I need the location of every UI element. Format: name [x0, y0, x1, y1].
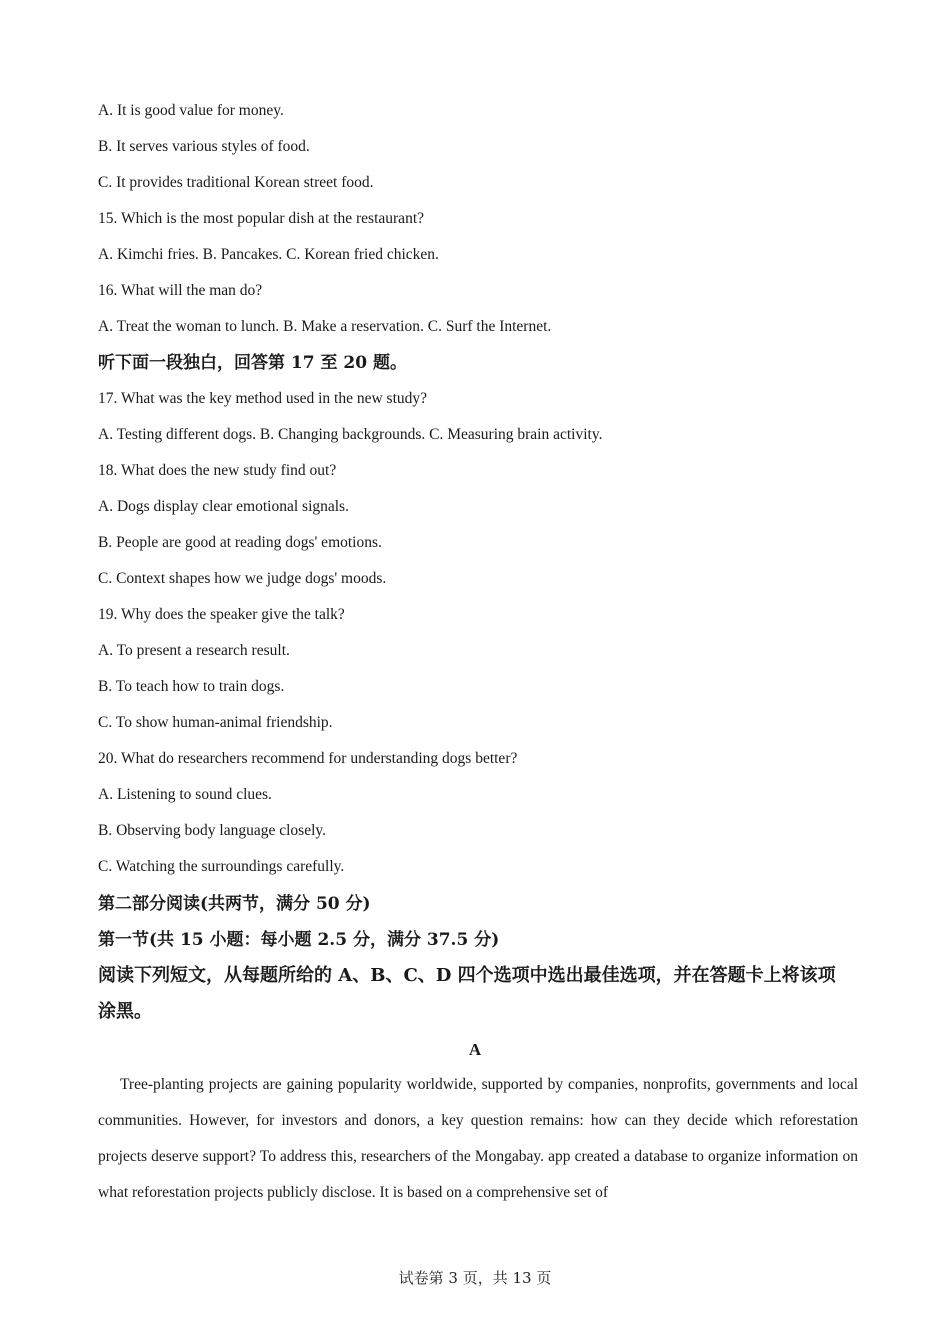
option-14c: C. It provides traditional Korean street food. [98, 174, 374, 191]
passage-a [98, 1067, 858, 1211]
question-19: 19. Why does the speaker give the talk? [98, 606, 345, 623]
option-19c: C. To show human-animal friendship. [98, 714, 333, 731]
passage-letter: A [468, 1040, 482, 1059]
page-footer: 试卷第 3 页，共 13 页 [398, 1269, 552, 1287]
option-14b: B. It serves various styles of food. [98, 138, 310, 155]
section-one-heading: 第一节(共 15 小题：每小题 2.5 分，满分 37.5 分) [98, 930, 500, 950]
option-18a: A. Dogs display clear emotional signals. [98, 498, 349, 515]
question-16: 16. What will the man do? [98, 282, 263, 299]
option-18c: C. Context shapes how we judge dogs' moods. [98, 570, 387, 587]
option-20c: C. Watching the surroundings carefully. [98, 858, 345, 875]
reading-instruction-line1: 阅读下列短文，从每题所给的 A、B、C、D 四个选项中选出最佳选项，并在答题卡上将该项 [98, 965, 836, 986]
question-18: 18. What does the new study find out? [98, 462, 337, 479]
options-16: A. Treat the woman to lunch. B. Make a reservation. C. Surf the Internet. [98, 318, 552, 335]
part-two-heading: 第二部分阅读(共两节，满分 50 分) [98, 894, 371, 914]
option-19b: B. To teach how to train dogs. [98, 678, 285, 695]
option-19a: A. To present a research result. [98, 642, 290, 659]
question-20: 20. What do researchers recommend for understanding dogs better? [98, 750, 518, 767]
question-17: 17. What was the key method used in the new study? [98, 390, 428, 407]
options-15: A. Kimchi fries. B. Pancakes. C. Korean fried chicken. [98, 246, 439, 263]
monologue-instruction: 听下面一段独白，回答第 17 至 20 题。 [98, 353, 407, 373]
option-20b: B. Observing body language closely. [98, 822, 327, 839]
question-15: 15. Which is the most popular dish at the restaurant? [98, 210, 424, 227]
option-14a: A. It is good value for money. [98, 102, 284, 119]
option-20a: A. Listening to sound clues. [98, 786, 272, 803]
option-18b: B. People are good at reading dogs' emotions. [98, 534, 382, 551]
reading-instruction-line2: 涂黑。 [98, 1001, 152, 1022]
passage-paragraph: Tree-planting projects are gaining popularity worldwide, supported by companies, nonprofits, governments and local communities. However, for investors and donors, a key question remains: how can they decide which reforestation projects deserve support? To address this, researchers of the Mongabay. app created a database to organize information on what reforestation projects publicly disclose. It is based on a comprehensive set of [98, 1076, 858, 1201]
options-17: A. Testing different dogs. B. Changing backgrounds. C. Measuring brain activity. [98, 426, 603, 443]
